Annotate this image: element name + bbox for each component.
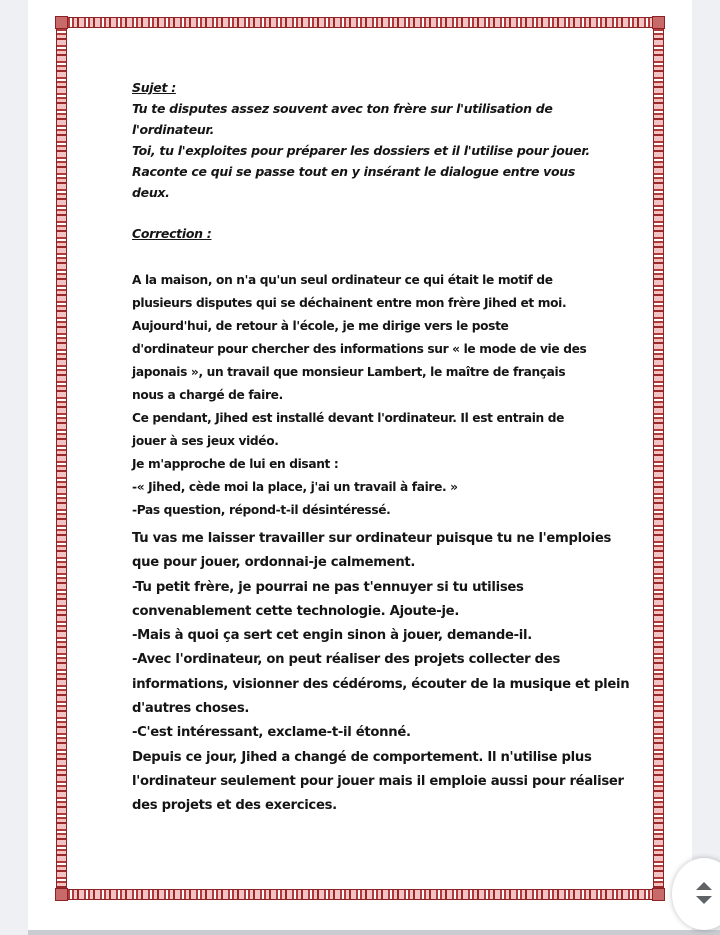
subject-line: Tu te disputes assez souvent avec ton frère sur l'utilisation de [132,101,553,116]
correction-line: japonais », un travail que monsieur Lambert, le maître de français [132,365,566,379]
correction-line: d'ordinateur pour chercher des informations sur « le mode de vie des [132,342,587,356]
chevron-down-icon[interactable] [696,896,712,904]
subject-line: Toi, tu l'exploites pour préparer les dossiers et il l'utilise pour jouer. [132,143,590,158]
subject-text [132,98,632,203]
correction-line: Je m'approche de lui en disant : [132,457,339,471]
subject-line: Raconte ce qui se passe tout en y insérant le dialogue entre vous [132,164,576,179]
border-corner [55,888,68,901]
correction-heading: Correction : [132,226,212,241]
border-left [56,17,67,900]
border-corner [652,888,665,901]
correction-continuation [132,527,632,819]
correction-line: -Mais à quoi ça sert cet engin sinon à jouer, demande-il. [132,628,532,644]
correction-line: nous a chargé de faire. [132,388,283,402]
chevron-up-icon[interactable] [696,882,712,890]
correction-line: jouer à ses jeux vidéo. [132,434,279,448]
correction-line: Ce pendant, Jihed est installé devant l'ordinateur. Il est entrain de [132,411,565,425]
border-corner [652,16,665,29]
subject-heading: Sujet : [132,80,176,95]
correction-line: que pour jouer, ordonnai-je calmement. [132,555,416,571]
correction-line: -Pas question, répond-t-il désintéressé. [132,503,391,517]
correction-line: plusieurs disputes qui se déchainent entre mon frère Jihed et moi. [132,296,567,310]
border-right [653,17,664,900]
correction-line: d'autres choses. [132,701,250,717]
border-corner [55,16,68,29]
subject-line: deux. [132,185,170,200]
border-top [56,17,664,28]
subject-line: l'ordinateur. [132,122,215,137]
correction-line: -« Jihed, cède moi la place, j'ai un travail à faire. » [132,480,458,494]
correction-line: des projets et des exercices. [132,798,337,814]
correction-line: Aujourd'hui, de retour à l'école, je me dirige vers le poste [132,319,509,333]
document-content [132,77,632,819]
correction-paragraph [132,269,632,522]
correction-line: convenablement cette technologie. Ajoute-je. [132,603,460,619]
correction-line: Tu vas me laisser travailler sur ordinateur puisque tu ne l'emploies [132,531,612,546]
correction-line: A la maison, on n'a qu'un seul ordinateur ce qui était le motif de [132,273,553,287]
correction-line: Depuis ce jour, Jihed a changé de comportement. Il n'utilise plus [132,749,592,765]
correction-line: l'ordinateur seulement pour jouer mais il emploie aussi pour réaliser [132,773,624,789]
border-bottom [56,889,664,900]
bottom-scroll-track [28,930,720,935]
correction-line: -Tu petit frère, je pourrai ne pas t'ennuyer si tu utilises [132,579,524,595]
correction-line: informations, visionner des cédéroms, écouter de la musique et plein [132,676,630,692]
correction-line: -Avec l'ordinateur, on peut réaliser des projets collecter des [132,652,561,668]
correction-line: -C'est intéressant, exclame-t-il étonné. [132,725,411,741]
